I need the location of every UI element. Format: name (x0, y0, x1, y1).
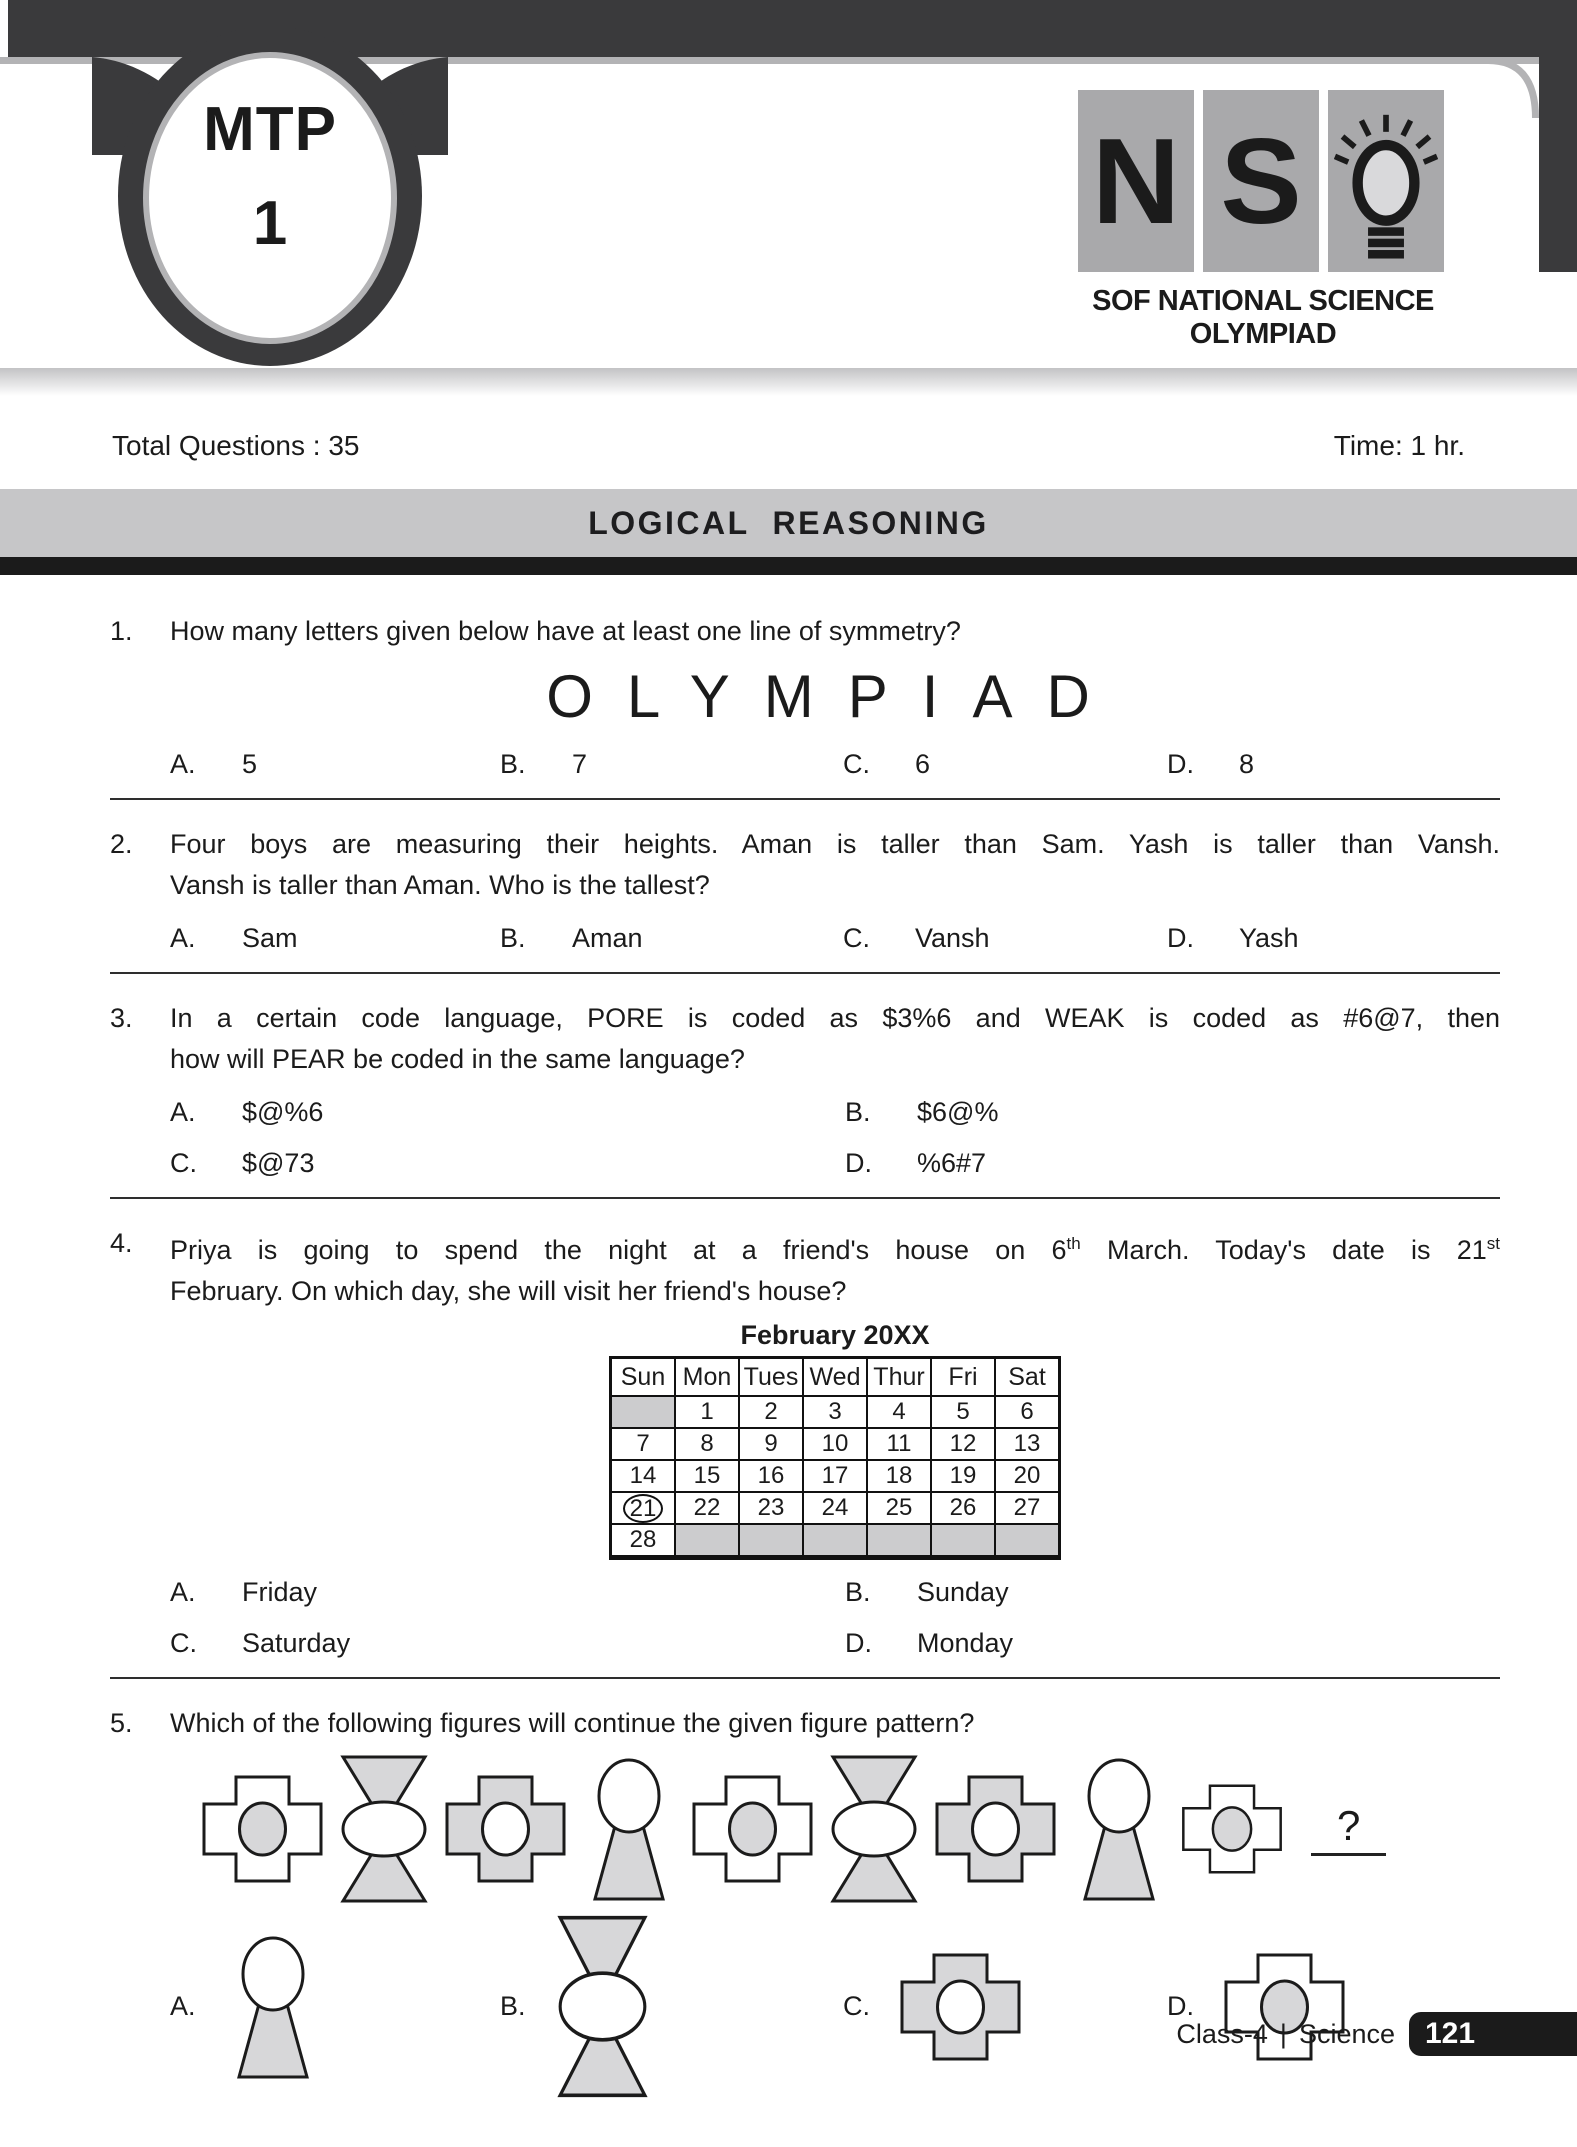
question-text-line2: February. On which day, she will visit her friend's house? (170, 1276, 847, 1306)
mtp-label: MTP (203, 95, 337, 164)
page-number-badge: 121 (1409, 2012, 1577, 2056)
nso-letter-n: N (1078, 90, 1194, 272)
ordinal-suffix: st (1486, 1234, 1500, 1253)
calendar-cell: 8 (675, 1428, 739, 1460)
nso-letter-o-bulb (1328, 90, 1444, 272)
calendar-cell (803, 1524, 867, 1558)
question-text-line1: Priya is going to spend the night at a friend's house on 6th March. Today's date is 21st (170, 1234, 1500, 1265)
question-number: 2. (110, 829, 133, 859)
page-footer (1176, 2012, 1577, 2056)
pattern-figure (443, 1773, 568, 1885)
calendar-cell: 27 (995, 1492, 1060, 1524)
pattern-figure (1071, 1756, 1167, 1902)
pattern-figure (1180, 1782, 1284, 1876)
option-b: B. (500, 1914, 843, 2099)
hourglass-shape (555, 1914, 650, 2099)
options-row (170, 744, 1500, 785)
footer-class-label: Class-4 (1176, 2018, 1268, 2049)
question-text: Which of the following figures will continue the given figure pattern? (170, 1708, 975, 1738)
cross-shape (200, 1773, 325, 1885)
calendar-cell (611, 1396, 676, 1428)
options-row (170, 918, 1500, 959)
time-label: Time: 1 hr. (1333, 430, 1465, 461)
meta-row (112, 429, 1465, 463)
option-a: A. 5 (170, 749, 258, 779)
option-c: C. $@73 (170, 1148, 315, 1178)
option-d: D. Yash (1167, 923, 1299, 953)
calendar-cell: 7 (611, 1428, 676, 1460)
calendar-cell: 5 (931, 1396, 995, 1428)
symmetry-word: OLYMPIAD (546, 663, 1124, 730)
calendar-cell: 1 (675, 1396, 739, 1428)
calendar-day-header: Thur (867, 1358, 931, 1397)
option-d: D. (1167, 1951, 1500, 2063)
question-1 (110, 575, 1500, 800)
section-banner (0, 489, 1577, 557)
questions-area (110, 575, 1500, 2099)
calendar-cell: 3 (803, 1396, 867, 1428)
calendar-title: February 20XX (740, 1320, 930, 1350)
question-number: 4. (110, 1228, 133, 1258)
option-a: A. $@%6 (170, 1097, 324, 1127)
option-c: C. Vansh (843, 923, 990, 953)
calendar-cell: 26 (931, 1492, 995, 1524)
calendar-cell: 10 (803, 1428, 867, 1460)
calendar-day-header: Sat (995, 1358, 1060, 1397)
calendar (609, 1318, 1061, 1560)
gray-cross-shape (443, 1773, 568, 1885)
option-c: C. Saturday (170, 1628, 351, 1658)
question-text-line1: In a certain code language, PORE is coded as $3%6 and WEAK is coded as #6@7, then (170, 1003, 1500, 1033)
pattern-figure (933, 1773, 1058, 1885)
option-d: D. %6#7 (845, 1148, 987, 1178)
calendar-cell (995, 1524, 1060, 1558)
figure-options-row (170, 1914, 1500, 2099)
calendar-cell (675, 1524, 739, 1558)
figure-pattern-row (170, 1754, 1500, 1904)
option-a: A. Friday (170, 1577, 318, 1607)
calendar-day-header: Wed (803, 1358, 867, 1397)
question-number: 1. (110, 616, 133, 646)
calendar-cell: 14 (611, 1460, 676, 1492)
question-text-line2: how will PEAR be coded in the same language? (170, 1044, 745, 1074)
cross-shape (690, 1773, 815, 1885)
pattern-figure (828, 1754, 920, 1904)
option-a-figure (225, 1934, 321, 2080)
calendar-table (609, 1356, 1061, 1560)
calendar-cell: 12 (931, 1428, 995, 1460)
mtp-number: 1 (252, 189, 288, 258)
calendar-cell: 18 (867, 1460, 931, 1492)
question-number: 5. (110, 1708, 133, 1738)
option-b: B. Sunday (845, 1577, 1009, 1607)
calendar-day-header: Sun (611, 1358, 676, 1397)
option-b: B. $6@% (845, 1097, 999, 1127)
calendar-cell: 16 (739, 1460, 803, 1492)
calendar-day-header: Tues (739, 1358, 803, 1397)
page-header (0, 0, 1577, 395)
question-2 (110, 800, 1500, 974)
ellipse-trapezoid-shape (1071, 1756, 1167, 1902)
question-text: How many letters given below have at least one line of symmetry? (170, 616, 961, 646)
pattern-figure (200, 1773, 325, 1885)
section-title: LOGICAL REASONING (588, 505, 989, 541)
pattern-figure (690, 1773, 815, 1885)
calendar-cell: 24 (803, 1492, 867, 1524)
mtp-badge (146, 96, 394, 258)
option-d: D. Monday (845, 1628, 1014, 1658)
calendar-cell: 22 (675, 1492, 739, 1524)
question-text-line2: Vansh is taller than Aman. Who is the tallest? (170, 870, 710, 900)
pattern-figure (338, 1754, 430, 1904)
calendar-cell: 11 (867, 1428, 931, 1460)
ordinal-suffix: th (1066, 1234, 1081, 1253)
cross-shape (1180, 1782, 1284, 1876)
option-c-figure (898, 1951, 1023, 2063)
nso-caption (1078, 285, 1448, 351)
calendar-cell: 20 (995, 1460, 1060, 1492)
calendar-day-header: Mon (675, 1358, 739, 1397)
nso-caption-line2: OLYMPIAD (1189, 318, 1337, 350)
question-3 (110, 974, 1500, 1199)
ellipse-trapezoid-shape (581, 1756, 677, 1902)
gray-cross-shape (898, 1951, 1023, 2063)
pattern-figure (581, 1756, 677, 1902)
hourglass-shape (828, 1754, 920, 1904)
option-b-figure (555, 1914, 650, 2099)
option-a: A. Sam (170, 923, 298, 953)
calendar-cell: 28 (611, 1524, 676, 1558)
nso-letter-s: S (1203, 90, 1319, 272)
calendar-cell: 25 (867, 1492, 931, 1524)
nso-logo (1078, 90, 1448, 351)
calendar-cell: 23 (739, 1492, 803, 1524)
calendar-cell: 15 (675, 1460, 739, 1492)
question-number: 3. (110, 1003, 133, 1033)
calendar-cell: 9 (739, 1428, 803, 1460)
calendar-cell: 13 (995, 1428, 1060, 1460)
calendar-cell: 6 (995, 1396, 1060, 1428)
question-text-line1: Four boys are measuring their heights. Aman is taller than Sam. Yash is taller than Vansh. (170, 829, 1500, 859)
option-c: C. 6 (843, 749, 931, 779)
nso-logo-squares (1078, 90, 1448, 272)
total-questions-label: Total Questions : 35 (112, 430, 360, 461)
options-grid (170, 1572, 1500, 1664)
option-b: B. 7 (500, 749, 588, 779)
question-mark-placeholder: ? (1311, 1803, 1386, 1856)
header-shadow (0, 368, 1577, 396)
calendar-cell: 4 (867, 1396, 931, 1428)
footer-separator: | (1279, 2018, 1287, 2049)
lightbulb-icon (1334, 95, 1438, 267)
calendar-cell: 19 (931, 1460, 995, 1492)
hourglass-shape (338, 1754, 430, 1904)
section-banner-underline (0, 557, 1577, 575)
nso-caption-line1: SOF NATIONAL SCIENCE (1092, 285, 1434, 317)
calendar-cell: 17 (803, 1460, 867, 1492)
calendar-cell (867, 1524, 931, 1558)
calendar-cell (931, 1524, 995, 1558)
calendar-cell (611, 1492, 676, 1524)
gray-cross-shape (933, 1773, 1058, 1885)
footer-subject: Science (1298, 2018, 1395, 2049)
option-c: C. (843, 1951, 1167, 2063)
calendar-cell: 2 (739, 1396, 803, 1428)
option-d: D. 8 (1167, 749, 1255, 779)
calendar-cell (739, 1524, 803, 1558)
question-4 (110, 1199, 1500, 1679)
calendar-day-header: Fri (931, 1358, 995, 1397)
option-a: A. (170, 1934, 500, 2080)
circled-date: 21 (623, 1494, 663, 1523)
ellipse-trapezoid-shape (225, 1934, 321, 2080)
option-b: B. Aman (500, 923, 643, 953)
options-grid (170, 1092, 1500, 1184)
